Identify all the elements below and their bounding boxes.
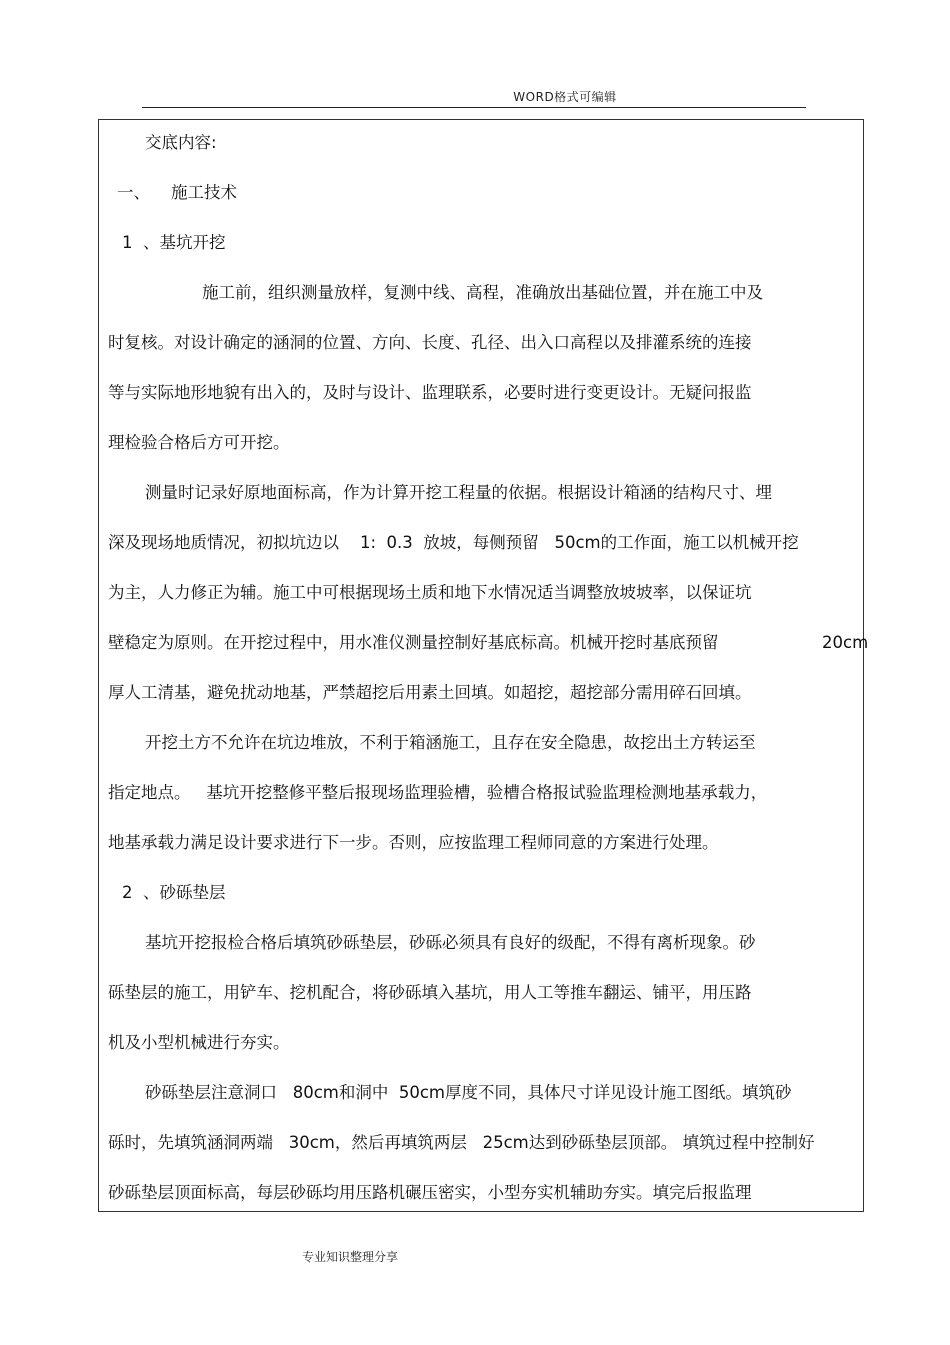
paragraph-line: 砂砾垫层顶面标高，每层砂砾均用压路机碾压密实，小型夯实机辅助夯实。填完后报监理 xyxy=(108,1183,752,1202)
paragraph-line: 指定地点。 基坑开挖整修平整后报现场监理验槽，验槽合格报试验监理检测地基承载力， xyxy=(108,783,768,802)
paragraph-line: 壁稳定为原则。在开挖过程中，用水准仪测量控制好基底标高。机械开挖时基底预留 xyxy=(108,633,719,652)
paragraph-line: 时复核。对设计确定的涵洞的位置、方向、长度、孔径、出入口高程以及排灌系统的连接 xyxy=(108,333,752,352)
paragraph-line-overflow: 20cm xyxy=(822,633,869,652)
paragraph-line: 等与实际地形地貌有出入的，及时与设计、监理联系，必要时进行变更设计。无疑问报监 xyxy=(108,383,752,402)
paragraph-line: 开挖土方不允许在坑边堆放，不利于箱涵施工，且存在安全隐患，故挖出土方转运至 xyxy=(145,733,756,752)
page-footer: 专业知识整理分享 xyxy=(302,1250,399,1264)
subsection-heading: 1 、基坑开挖 xyxy=(122,233,226,252)
section-heading: 一、 施工技术 xyxy=(117,183,237,202)
paragraph-line: 基坑开挖报检合格后填筑砂砾垫层，砂砾必须具有良好的级配，不得有离析现象。砂 xyxy=(145,933,756,952)
paragraph-line: 深及现场地质情况，初拟坑边以 1: 0.3 放坡，每侧预留 50cm的工作面，施工以机械开挖 xyxy=(108,533,799,552)
page-header: WORD格式可编辑 xyxy=(513,90,617,104)
paragraph-line: 理检验合格后方可开挖。 xyxy=(108,433,290,452)
paragraph-line: 地基承载力满足设计要求进行下一步。否则，应按监理工程师同意的方案进行处理。 xyxy=(108,833,719,852)
paragraph-line: 机及小型机械进行夯实。 xyxy=(108,1033,290,1052)
intro-label: 交底内容: xyxy=(145,133,217,152)
paragraph-line: 砾时，先填筑涵洞两端 30cm，然后再填筑两层 25cm达到砂砾垫层顶部。 填筑过程中控制好 xyxy=(108,1133,815,1152)
paragraph-line: 为主，人力修正为辅。施工中可根据现场土质和地下水情况适当调整放坡坡率，以保证坑 xyxy=(108,583,752,602)
paragraph-line: 厚人工清基，避免扰动地基，严禁超挖后用素土回填。如超挖，超挖部分需用碎石回填。 xyxy=(108,683,752,702)
paragraph-line: 砂砾垫层注意洞口 80cm和洞中 50cm厚度不同，具体尺寸详见设计施工图纸。填筑砂 xyxy=(145,1083,792,1102)
subsection-heading: 2 、砂砾垫层 xyxy=(122,883,226,902)
header-divider xyxy=(142,107,806,108)
paragraph-line: 砾垫层的施工，用铲车、挖机配合，将砂砾填入基坑，用人工等推车翻运、铺平，用压路 xyxy=(108,983,752,1002)
paragraph-line: 测量时记录好原地面标高，作为计算开挖工程量的依据。根据设计箱涵的结构尺寸、埋 xyxy=(145,483,772,502)
paragraph-line: 施工前，组织测量放样，复测中线、高程，准确放出基础位置，并在施工中及 xyxy=(202,283,763,302)
